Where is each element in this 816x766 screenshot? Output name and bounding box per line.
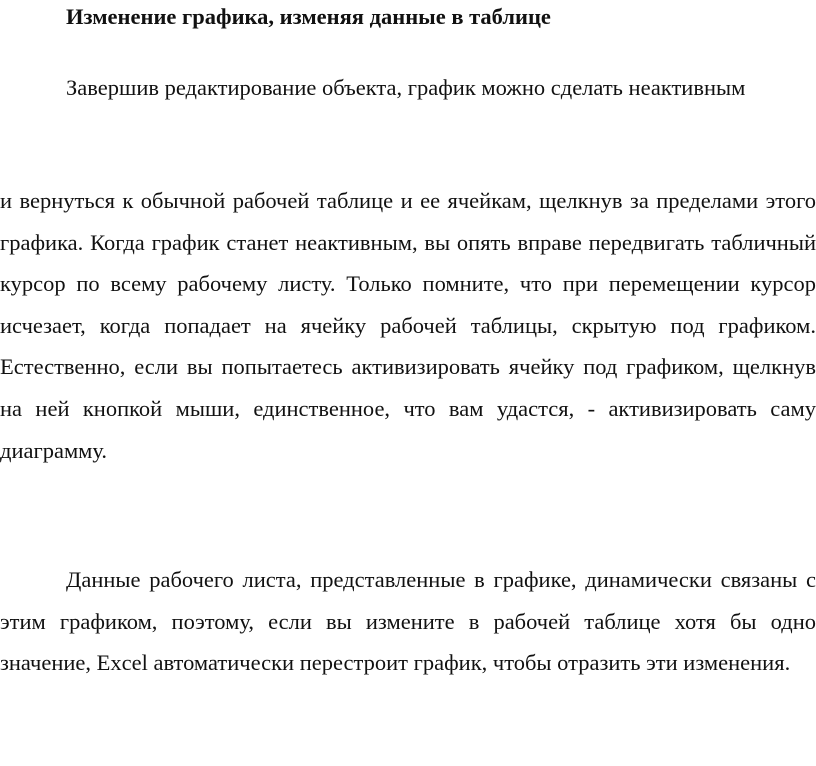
document-heading: Изменение графика, изменяя данные в таблице <box>66 4 551 29</box>
paragraph-1: Завершив редактирование объекта, график можно сделать неактивным <box>66 75 746 100</box>
paragraph-3: Данные рабочего листа, представленные в графике, динамически связаны с этим графиком, поэтому, если вы измените в рабочей таблице хотя бы одно значение, Excel автоматически перестроит график, чтобы отразить эти изменения. <box>0 567 816 676</box>
paragraph-2: и вернуться к обычной рабочей таблице и ее ячейкам, щелкнув за пределами этого графика. Когда график станет неактивным, вы опять вправе передвигать табличный курсор по всему рабочему листу. Только помните, что при перемещении курсор исчезает, когда попадает на ячейку рабочей таблицы, скрытую под графиком. Естественно, если вы попытаетесь активизировать ячейку под графиком, щелкнув на ней кнопкой мыши, единственное, что вам удастся, - активизировать саму диаграмму. <box>0 188 816 463</box>
